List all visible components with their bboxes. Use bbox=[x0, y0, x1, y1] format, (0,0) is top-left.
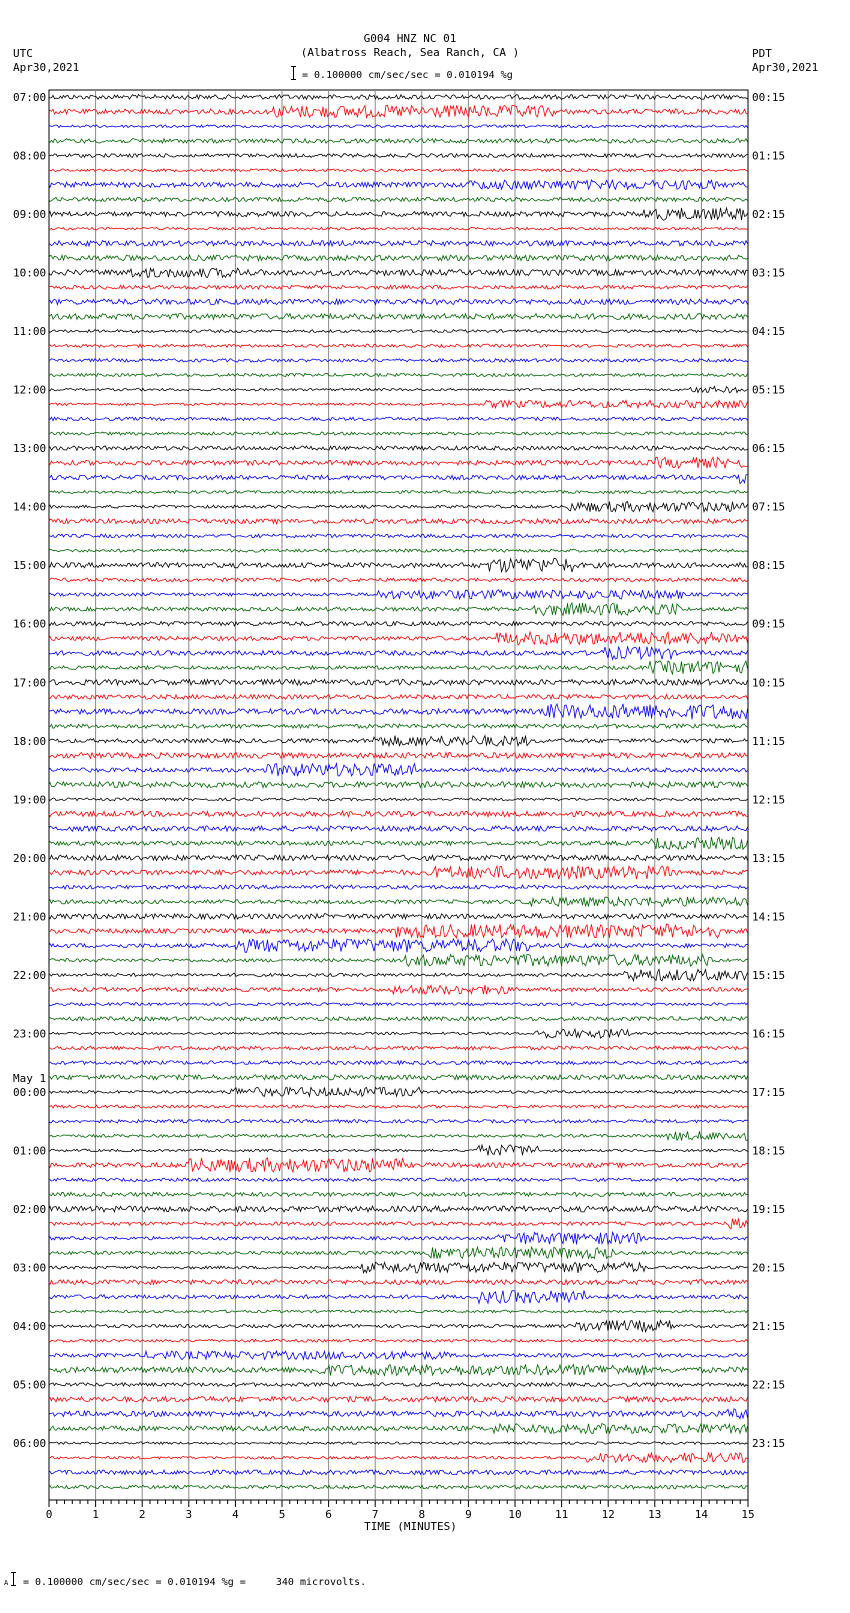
trace-line bbox=[49, 549, 748, 552]
x-tick-label: 15 bbox=[741, 1508, 755, 1521]
trace-line bbox=[49, 299, 748, 305]
x-tick-label: 7 bbox=[371, 1508, 379, 1521]
right-hour-label: 07:15 bbox=[752, 500, 786, 514]
left-hour-label: 07:00 bbox=[13, 91, 47, 104]
trace-line bbox=[49, 208, 748, 221]
right-hour-label: 20:15 bbox=[752, 1261, 786, 1275]
trace-line bbox=[49, 180, 748, 190]
trace-line bbox=[49, 457, 748, 468]
trace-line bbox=[49, 897, 748, 907]
right-date: Apr30,2021 bbox=[752, 61, 819, 74]
right-hour-label: 09:15 bbox=[752, 617, 786, 631]
left-hour-label: 12:00 bbox=[13, 383, 47, 397]
trace-line bbox=[49, 1120, 748, 1123]
trace-line bbox=[49, 241, 748, 246]
trace-line bbox=[49, 1365, 748, 1376]
trace-line bbox=[49, 1206, 748, 1212]
trace-line bbox=[49, 432, 748, 435]
right-hour-label: 19:15 bbox=[752, 1203, 786, 1216]
trace-line bbox=[49, 1310, 748, 1313]
left-hour-label: 02:00 bbox=[13, 1203, 47, 1216]
left-hour-label: 21:00 bbox=[13, 910, 47, 924]
trace-line bbox=[49, 1291, 748, 1304]
left-hour-label: 22:00 bbox=[13, 968, 47, 982]
trace-line bbox=[49, 502, 748, 512]
trace-line bbox=[49, 1046, 748, 1050]
x-tick-label: 13 bbox=[648, 1508, 662, 1521]
trace-line bbox=[49, 1075, 748, 1080]
right-hour-label: 15:15 bbox=[752, 968, 786, 982]
trace-line bbox=[49, 1442, 748, 1444]
trace-line bbox=[49, 95, 748, 100]
right-hour-label: 14:15 bbox=[752, 910, 786, 924]
left-hour-label: 05:00 bbox=[13, 1378, 47, 1392]
scale-text: = 0.100000 cm/sec/sec = 0.010194 %g bbox=[302, 70, 513, 81]
trace-line bbox=[49, 1178, 748, 1181]
left-hour-label: 09:00 bbox=[13, 208, 47, 222]
right-hour-label: 21:15 bbox=[752, 1320, 786, 1334]
trace-line bbox=[49, 330, 748, 333]
left-hour-label: 14:00 bbox=[13, 500, 47, 514]
trace-line bbox=[49, 1247, 748, 1259]
left-hour-label: 00:00 bbox=[13, 1085, 47, 1099]
footer-scale-bar-icon bbox=[13, 1572, 14, 1586]
right-hour-label: 04:15 bbox=[752, 325, 786, 339]
right-hour-label: 06:15 bbox=[752, 442, 786, 456]
left-timezone: UTC bbox=[13, 47, 33, 60]
trace-line bbox=[49, 386, 748, 392]
date-change-label: May 1 bbox=[13, 1071, 47, 1085]
trace-line bbox=[49, 1029, 748, 1038]
trace-line bbox=[49, 855, 748, 861]
left-hour-label: 06:00 bbox=[13, 1437, 47, 1451]
trace-line bbox=[49, 359, 748, 362]
x-tick-label: 5 bbox=[278, 1508, 286, 1521]
trace-line bbox=[49, 255, 748, 261]
trace-line bbox=[49, 169, 748, 172]
right-hour-label: 17:15 bbox=[752, 1085, 786, 1099]
trace-line bbox=[49, 704, 748, 720]
trace-line bbox=[49, 197, 748, 201]
right-hour-label: 22:15 bbox=[752, 1378, 786, 1392]
trace-line bbox=[49, 1351, 748, 1359]
trace-line bbox=[49, 632, 748, 645]
left-hour-label: 08:00 bbox=[13, 149, 47, 163]
trace-line bbox=[49, 1131, 748, 1140]
trace-line bbox=[49, 1320, 748, 1331]
right-hour-label: 10:15 bbox=[752, 676, 786, 690]
trace-line bbox=[49, 1424, 748, 1434]
trace-line bbox=[49, 885, 748, 889]
x-tick-label: 0 bbox=[45, 1508, 53, 1521]
right-hour-label: 16:15 bbox=[752, 1027, 786, 1041]
trace-line bbox=[49, 268, 748, 277]
right-timezone: PDT bbox=[752, 47, 772, 60]
x-tick-label: 11 bbox=[554, 1508, 569, 1521]
trace-line bbox=[49, 1158, 748, 1172]
x-tick-label: 3 bbox=[185, 1508, 193, 1521]
trace-line bbox=[49, 1280, 748, 1285]
trace-line bbox=[49, 344, 748, 347]
x-tick-label: 9 bbox=[465, 1508, 472, 1521]
trace-line bbox=[49, 837, 748, 849]
left-hour-label: 19:00 bbox=[13, 793, 47, 807]
x-tick-label: 14 bbox=[694, 1508, 709, 1521]
trace-line bbox=[49, 400, 748, 408]
trace-line bbox=[49, 866, 748, 879]
trace-line bbox=[49, 534, 748, 538]
right-hour-label: 01:15 bbox=[752, 149, 786, 163]
left-hour-label: 17:00 bbox=[13, 676, 47, 690]
left-hour-label: 13:00 bbox=[13, 442, 47, 456]
trace-line bbox=[49, 154, 748, 158]
trace-line bbox=[49, 1087, 748, 1096]
footer-scale-text: = 0.100000 cm/sec/sec = 0.010194 %g = 340 microvolts. bbox=[23, 1577, 367, 1588]
trace-line bbox=[49, 646, 748, 659]
trace-line bbox=[49, 914, 748, 919]
left-hour-label: 20:00 bbox=[13, 851, 47, 865]
trace-line bbox=[49, 491, 748, 494]
trace-line bbox=[49, 1453, 748, 1463]
x-tick-label: 2 bbox=[138, 1508, 146, 1521]
x-tick-label: 6 bbox=[325, 1508, 332, 1521]
station-location: (Albatross Reach, Sea Ranch, CA ) bbox=[300, 46, 520, 59]
footer-scale-prefix: A bbox=[4, 1579, 9, 1587]
trace-line bbox=[49, 603, 748, 616]
left-hour-label: 23:00 bbox=[13, 1027, 47, 1041]
station-title: G004 HNZ NC 01 bbox=[363, 32, 457, 45]
trace-line bbox=[49, 558, 748, 572]
trace-line bbox=[49, 661, 748, 674]
trace-line bbox=[49, 373, 748, 376]
trace-line bbox=[49, 679, 748, 685]
right-hour-label: 12:15 bbox=[752, 793, 786, 807]
left-hour-label: 01:00 bbox=[13, 1144, 47, 1158]
trace-line bbox=[49, 985, 748, 994]
trace-line bbox=[49, 1232, 748, 1244]
right-hour-label: 13:15 bbox=[752, 851, 786, 865]
trace-line bbox=[49, 1061, 748, 1065]
trace-line bbox=[49, 969, 748, 981]
trace-line bbox=[49, 578, 748, 582]
right-hour-label: 05:15 bbox=[752, 383, 786, 397]
trace-line bbox=[49, 1485, 748, 1489]
trace-line bbox=[49, 417, 748, 420]
trace-line bbox=[49, 1383, 748, 1387]
trace-line bbox=[49, 475, 748, 484]
trace-line bbox=[49, 1470, 748, 1475]
trace-line bbox=[49, 924, 748, 938]
trace-line bbox=[49, 1396, 748, 1402]
x-tick-label: 4 bbox=[232, 1508, 239, 1521]
trace-line bbox=[49, 736, 748, 747]
left-hour-label: 11:00 bbox=[13, 325, 47, 339]
right-hour-label: 11:15 bbox=[752, 734, 786, 748]
right-hour-label: 08:15 bbox=[752, 559, 786, 573]
trace-line bbox=[49, 1339, 748, 1342]
x-tick-label: 12 bbox=[601, 1508, 615, 1521]
left-hour-label: 18:00 bbox=[13, 734, 47, 748]
right-hour-label: 23:15 bbox=[752, 1437, 786, 1451]
trace-line bbox=[49, 285, 748, 289]
trace-line bbox=[49, 314, 748, 320]
trace-line bbox=[49, 1409, 748, 1419]
trace-line bbox=[49, 227, 748, 230]
x-axis-title: TIME (MINUTES) bbox=[364, 1520, 457, 1533]
trace-line bbox=[49, 753, 748, 759]
right-hour-label: 03:15 bbox=[752, 266, 786, 280]
trace-line bbox=[49, 695, 748, 700]
trace-line bbox=[49, 939, 748, 953]
left-hour-label: 16:00 bbox=[13, 617, 47, 631]
trace-line bbox=[49, 724, 748, 728]
trace-line bbox=[49, 125, 748, 128]
trace-line bbox=[49, 1218, 748, 1229]
right-hour-label: 00:15 bbox=[752, 91, 786, 104]
trace-line bbox=[49, 1262, 748, 1273]
trace-line bbox=[49, 1017, 748, 1021]
x-tick-label: 8 bbox=[418, 1508, 426, 1521]
x-tick-label: 10 bbox=[508, 1508, 522, 1521]
right-hour-label: 18:15 bbox=[752, 1144, 786, 1158]
trace-line bbox=[49, 1105, 748, 1108]
x-tick-label: 1 bbox=[92, 1508, 99, 1521]
trace-line bbox=[49, 954, 748, 966]
trace-line bbox=[49, 1145, 748, 1156]
left-hour-label: 03:00 bbox=[13, 1261, 47, 1275]
trace-line bbox=[49, 519, 748, 524]
left-hour-label: 04:00 bbox=[13, 1320, 47, 1334]
trace-line bbox=[49, 622, 748, 626]
trace-line bbox=[49, 590, 748, 599]
trace-line bbox=[49, 105, 748, 117]
trace-line bbox=[49, 798, 748, 801]
trace-line bbox=[49, 1003, 748, 1006]
left-hour-label: 10:00 bbox=[13, 266, 47, 280]
trace-line bbox=[49, 1192, 748, 1196]
trace-line bbox=[49, 811, 748, 817]
trace-line bbox=[49, 764, 748, 777]
left-date: Apr30,2021 bbox=[13, 61, 80, 74]
trace-line bbox=[49, 782, 748, 788]
trace-line bbox=[49, 139, 748, 143]
trace-line bbox=[49, 826, 748, 831]
left-hour-label: 15:00 bbox=[13, 559, 47, 573]
trace-line bbox=[49, 446, 748, 450]
right-hour-label: 02:15 bbox=[752, 208, 786, 222]
